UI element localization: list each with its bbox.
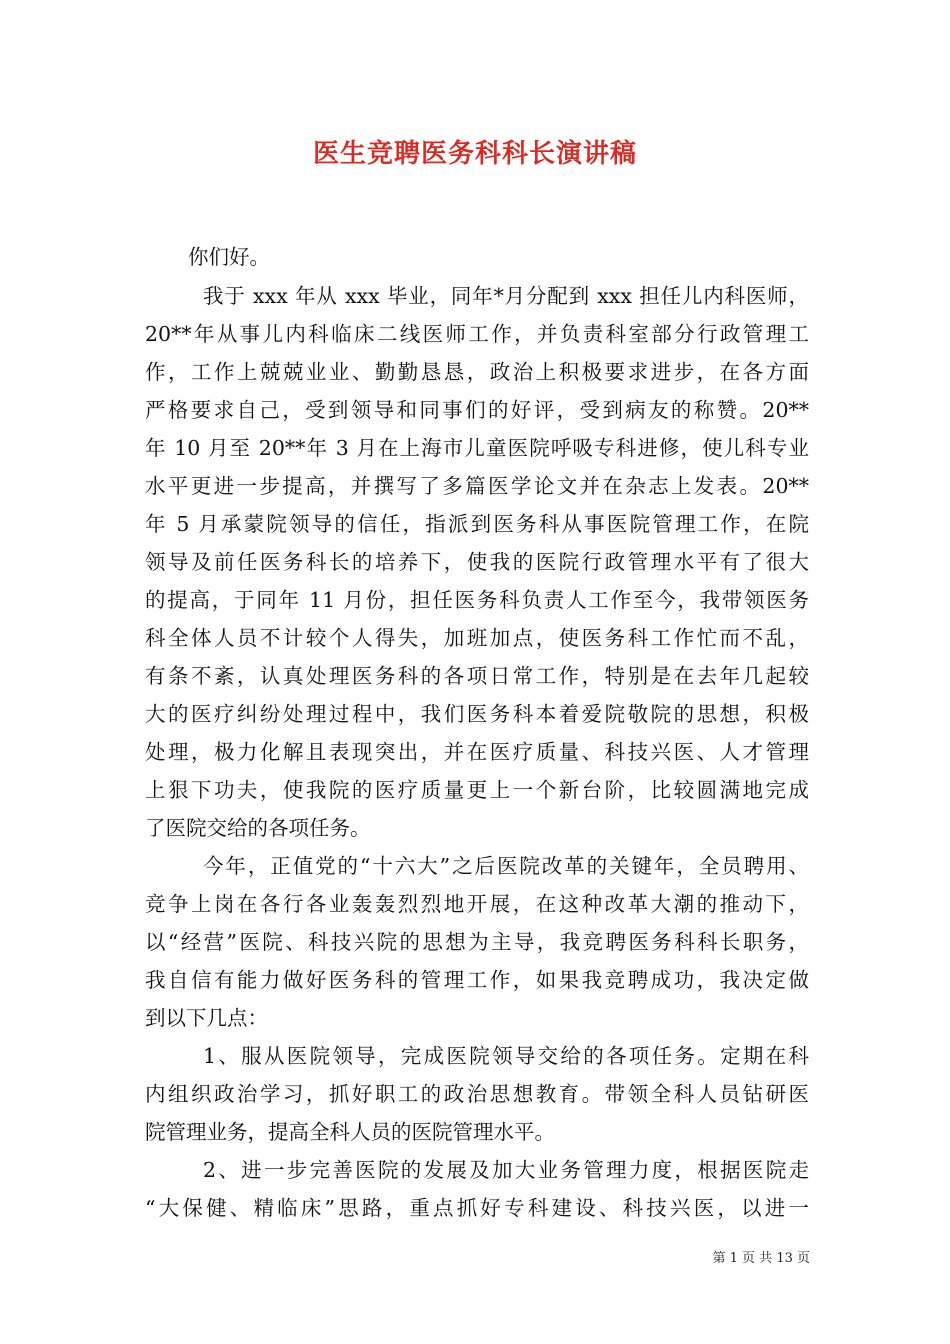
- paragraph-line: 竞争上岗在各行各业轰轰烈烈地开展，在这种改革大潮的推动下，: [145, 892, 809, 916]
- paragraph-line: 以“经营”医院、科技兴院的思想为主导，我竞聘医务科科长职务，: [145, 930, 809, 954]
- paragraph-line: 2、进一步完善医院的发展及加大业务管理力度，根据医院走: [203, 1158, 809, 1182]
- paragraph-line: 领导及前任医务科长的培养下，使我的医院行政管理水平有了很大: [145, 550, 809, 574]
- paragraph-line: 今年，正值党的“十六大”之后医院改革的关键年，全员聘用、: [203, 854, 809, 878]
- paragraph-line: 作，工作上兢兢业业、勤勤恳恳，政治上积极要求进步，在各方面: [145, 360, 809, 384]
- paragraph-line: 上狠下功夫，使我院的医疗质量更上一个新台阶，比较圆满地完成: [145, 778, 809, 802]
- paragraph-line: 有条不紊，认真处理医务科的各项日常工作，特别是在去年几起较: [145, 664, 809, 688]
- paragraph-line: 科全体人员不计较个人得失，加班加点，使医务科工作忙而不乱，: [145, 626, 809, 650]
- paragraph-line: 1、服从医院领导，完成医院领导交给的各项任务。定期在科: [203, 1044, 809, 1068]
- document-title: 医生竞聘医务科科长演讲稿: [312, 139, 637, 169]
- paragraph-line: 年 10 月至 20**年 3 月在上海市儿童医院呼吸专科进修，使儿科专业: [145, 436, 809, 460]
- paragraph-line: 内组织政治学习，抓好职工的政治思想教育。带领全科人员钻研医: [145, 1082, 809, 1106]
- paragraph-line: 20**年从事儿内科临床二线医师工作，并负责科室部分行政管理工: [145, 322, 809, 346]
- paragraph-line: 水平更进一步提高，并撰写了多篇医学论文并在杂志上发表。20**: [145, 474, 809, 498]
- paragraph-line: 大的医疗纠纷处理过程中，我们医务科本着爱院敬院的思想，积极: [145, 702, 809, 726]
- paragraph-line: “大保健、精临床”思路，重点抓好专科建设、科技兴医，以进一: [145, 1196, 809, 1220]
- paragraph-line: 我自信有能力做好医务科的管理工作，如果我竞聘成功，我决定做: [145, 968, 809, 992]
- paragraph-line: 了医院交给的各项任务。: [145, 816, 371, 840]
- paragraph-line: 我于 xxx 年从 xxx 毕业，同年*月分配到 xxx 担任儿内科医师，: [203, 284, 809, 308]
- paragraph-line: 院管理业务，提高全科人员的医院管理水平。: [145, 1120, 555, 1144]
- page-number: 第 1 页 共 13 页: [712, 1251, 810, 1266]
- paragraph-line: 处理，极力化解且表现突出，并在医疗质量、科技兴医、人才管理: [145, 740, 809, 764]
- paragraph-line: 严格要求自己，受到领导和同事们的好评，受到病友的称赞。20**: [145, 398, 809, 422]
- paragraph-line: 年 5 月承蒙院领导的信任，指派到医务科从事医院管理工作，在院: [145, 512, 809, 536]
- paragraph-line: 你们好。: [188, 245, 270, 269]
- paragraph-line: 到以下几点：: [145, 1006, 268, 1030]
- paragraph-line: 的提高，于同年 11 月份，担任医务科负责人工作至今，我带领医务: [145, 588, 809, 612]
